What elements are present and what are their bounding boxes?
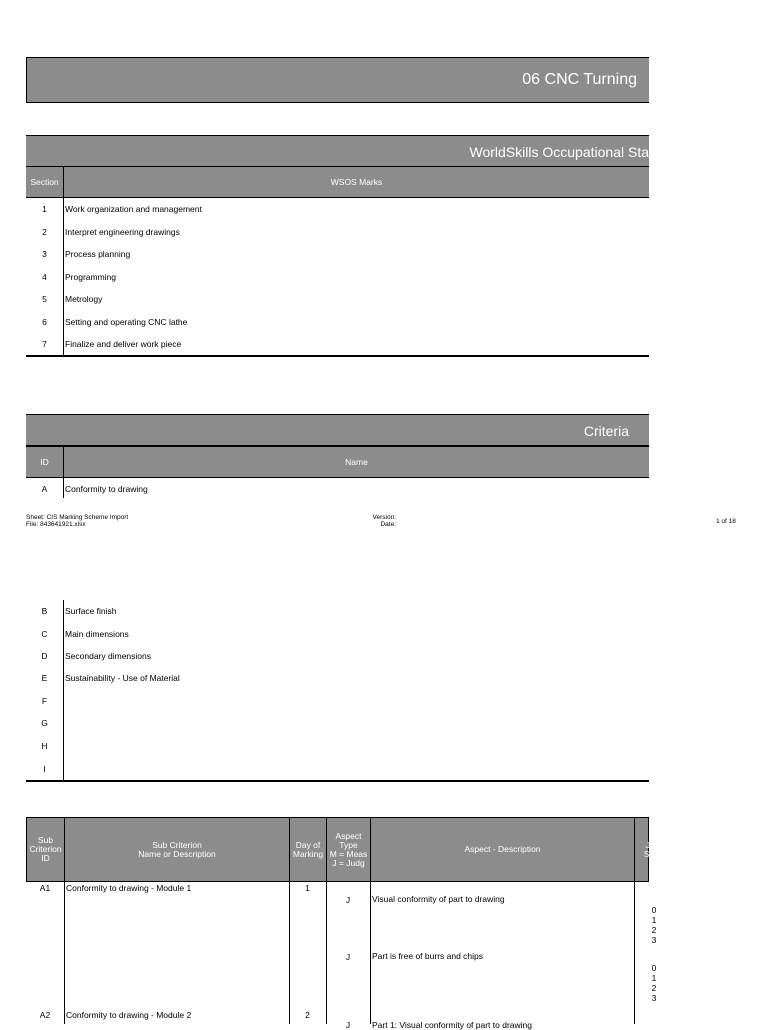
sub-criterion-name: Conformity to drawing - Module 1 (66, 883, 192, 893)
day-of-marking: 2 (305, 1010, 310, 1020)
wsos-title: WorldSkills Occupational Sta (469, 144, 649, 160)
criteria-column-header (26, 446, 649, 478)
criteria-table-page2 (26, 600, 649, 782)
footer-date: Date: (380, 521, 396, 528)
footer-version: Version: (372, 514, 396, 521)
col-day-of-marking: Day of Marking (290, 818, 327, 881)
wsos-column-header (26, 166, 649, 198)
col-name: Name (345, 457, 368, 467)
footer-version-info (370, 514, 396, 528)
sub-criterion-id: A1 (39, 883, 51, 893)
col-id: ID (26, 447, 64, 477)
table-row: H (41, 741, 48, 751)
page-title-bar (26, 57, 649, 103)
col-aspect-type: Aspect Type M = Meas J = Judg (327, 818, 371, 881)
table-row: 6 Setting and operating CNC lathe (42, 316, 188, 327)
sub-criterion-name: Conformity to drawing - Module 2 (66, 1010, 192, 1020)
aspect-type: J (345, 1020, 351, 1030)
aspect-description: Visual conformity of part to drawing (372, 894, 505, 904)
criteria-title: Criteria (583, 423, 629, 439)
footer-file-info (26, 514, 128, 528)
footer-page-number: 1 of 18 (716, 518, 736, 525)
table-row: 4 Programming (42, 271, 117, 282)
footer-sheet: Sheet: CIS Marking Scheme Import (26, 514, 129, 521)
aspect-type: J (345, 952, 351, 962)
col-judg-score: Judg Score (643, 839, 667, 859)
judg-score-options: 0 1 2 3 (651, 963, 657, 1003)
col-section: Section (26, 167, 64, 197)
criteria-table-page1 (26, 478, 649, 498)
sub-criterion-table (26, 882, 657, 1030)
criteria-title-bar (26, 414, 649, 446)
table-row: G (41, 718, 48, 728)
col-sub-criterion-id: Sub Criterion ID (27, 818, 65, 881)
table-row: C Main dimensions (41, 629, 129, 639)
judg-score-options: 0 1 2 3 (651, 905, 657, 945)
table-row: E Sustainability - Use of Material (41, 673, 180, 683)
aspect-description: Part is free of burrs and chips (372, 951, 484, 961)
col-sub-criterion-name: Sub Criterion Name or Description (65, 818, 290, 881)
table-row: 2 Interpret engineering drawings (42, 226, 180, 237)
wsos-title-bar (26, 135, 649, 167)
col-aspect-description: Aspect - Description (371, 818, 635, 881)
day-of-marking: 1 (305, 883, 310, 893)
table-row: 1 Work organization and management (42, 204, 202, 214)
table-row: D Secondary dimensions (41, 651, 151, 661)
page-title: 06 CNC Turning (522, 71, 637, 88)
footer-file: File: 843641921.xlsx (26, 521, 86, 528)
table-row: B Surface finish (41, 606, 117, 616)
table-row: I (43, 764, 46, 774)
table-row: A Conformity to drawing (41, 484, 148, 494)
aspect-type: J (345, 895, 351, 905)
aspect-description: Part 1: Visual conformity of part to drawing (372, 1020, 533, 1030)
table-row: 7 Finalize and deliver work piece (42, 339, 182, 349)
col-wsos-marks: WSOS Marks (330, 177, 383, 187)
wsos-table (26, 198, 649, 357)
sub-criterion-id: A2 (39, 1010, 51, 1020)
sub-criterion-header (26, 817, 667, 882)
table-row: 5 Metrology (42, 294, 103, 304)
table-row: F (41, 696, 48, 706)
table-row: 3 Process planning (42, 249, 131, 259)
